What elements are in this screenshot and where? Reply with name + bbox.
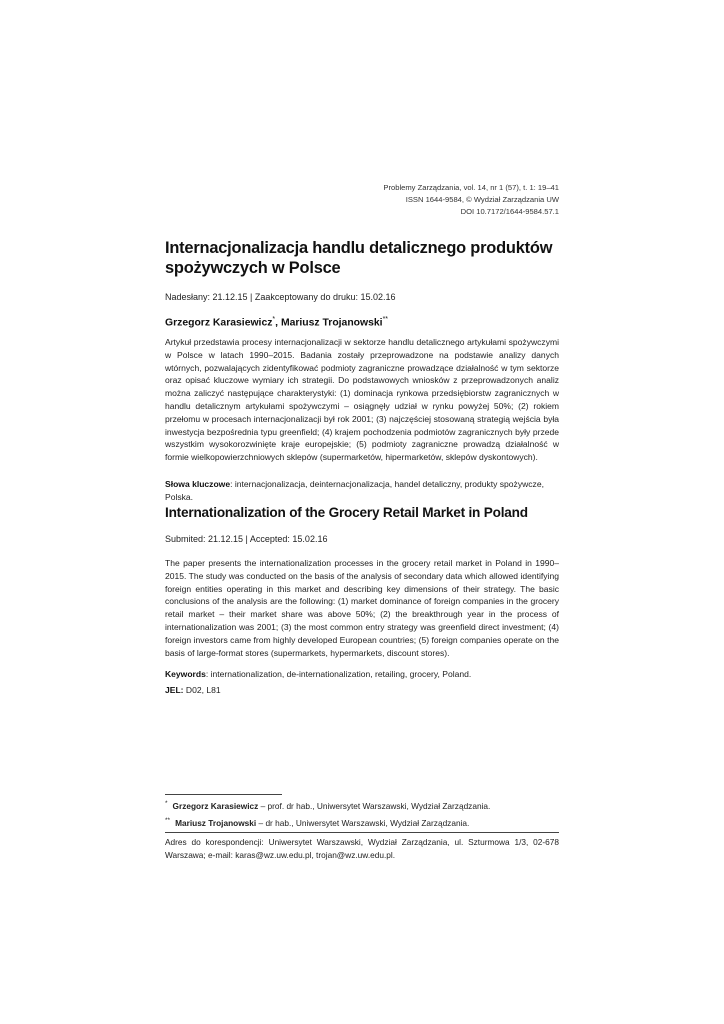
footnote-2	[165, 817, 559, 828]
authors-line	[165, 316, 559, 328]
footnote-1-name: Grzegorz Karasiewicz	[172, 800, 259, 811]
doi-line: DOI 10.7172/1644-9584.57.1	[460, 207, 559, 216]
english-keywords	[165, 668, 559, 681]
address-divider	[165, 832, 559, 833]
jel-text: D02, L81	[183, 685, 221, 695]
footnote-1-mark: *	[165, 800, 168, 807]
footnote-1	[165, 800, 559, 811]
author-separator: ,	[275, 317, 281, 329]
journal-citation: Problemy Zarządzania, vol. 14, nr 1 (57), t. 1: 19–41	[383, 183, 559, 192]
polish-abstract: Artykuł przedstawia procesy internacjonalizacji w sektorze handlu detalicznego artykułami spożywczymi w Polsce w latach 1990–2015. Badania zostały przeprowadzone na podstawie analizy danych wtórnych, pozwalających zidentyfikować podmioty zagraniczne prowadzące działalność w tym sektorze oraz opisać kluczowe wymiary ich strategii. Do podstawowych wniosków z przeprowadzonych analiz można zaliczyć następujące charakterystyki: (1) dominacja rynkowa przedsiębiorstw zagranicznych w handlu detalicznym artykułami spożywczymi – osiągnęły udział w rynku powyżej 50%; (2) rokiem przełomu w procesach internacjonalizacji był rok 2001; (3) najczęściej stosowaną strategią wejścia była inwestycja bezpośrednia typu greenfield; (4) krajem pochodzenia podmiotów zagranicznych były przede wszystkim wysokorozwinięte kraje europejskie; (5) podmioty zagraniczne prowadzą działalność w formie wielkopowierzchniowych sklepów (supermarketów, hipermarketów, sklepów dyskontowych).	[165, 337, 559, 463]
english-keywords-label: Keywords	[165, 669, 206, 679]
english-keywords-text: : internationalization, de-internationalization, retailing, grocery, Poland.	[205, 669, 472, 679]
english-submission-dates: Submited: 21.12.15 | Accepted: 15.02.16	[165, 534, 328, 544]
author-1: Grzegorz Karasiewicz	[165, 317, 273, 329]
issn-line: ISSN 1644-9584, © Wydział Zarządzania UW	[405, 195, 559, 204]
jel-codes	[165, 684, 559, 697]
author-2: Mariusz Trojanowski	[280, 317, 383, 329]
footnote-divider	[165, 794, 282, 795]
polish-keywords-text: : internacjonalizacja, deinternacjonalizacja, handel detaliczny, produkty spożywcze, Polska.	[165, 479, 544, 502]
polish-title-line-1: Internacjonalizacja handlu detalicznego produktów	[165, 239, 553, 257]
footnote-1-text: – prof. dr hab., Uniwersytet Warszawski, Wydział Zarządzania.	[258, 800, 491, 811]
polish-keywords-label: Słowa kluczowe	[165, 479, 231, 489]
footnote-2-mark: **	[165, 817, 171, 824]
footnote-2-text: – dr hab., Uniwersytet Warszawski, Wydział Zarządzania.	[256, 817, 470, 828]
polish-submission-dates: Nadesłany: 21.12.15 | Zaakceptowany do druku: 15.02.16	[165, 292, 396, 302]
correspondence-address: Adres do korespondencji: Uniwersytet Warszawski, Wydział Zarządzania, ul. Szturmowa 1/3, 02-678 Warszawa; e-mail: karas@wz.uw.edu.pl, trojan@wz.uw.edu.pl.	[165, 837, 559, 860]
footnote-2-name: Mariusz Trojanowski	[175, 817, 257, 828]
author-1-mark: *	[272, 316, 276, 323]
polish-keywords	[165, 478, 559, 504]
english-title: Internationalization of the Grocery Retail Market in Poland	[165, 505, 528, 520]
english-abstract: The paper presents the internationalization processes in the grocery retail market in Poland in 1990–2015. The study was conducted on the basis of the analysis of secondary data which allowed identifying foreign entities operating in this market and describing key dimensions of their strategy. The basic conclusions of the analysis are the following: (1) market dominance of foreign companies in the grocery retail market – their market share was above 50%; (2) the breakthrough year in the process of internationalization was 2001; (3) the most common entry strategy was greenfield direct investment; (4) foreign investors came from highly developed European countries; (5) foreign companies operate on the basis of large-format stores (supermarkets, hypermarkets, discount stores).	[165, 558, 559, 658]
journal-header	[383, 182, 559, 218]
polish-title-line-2: spożywczych w Polsce	[165, 259, 341, 277]
polish-title	[165, 238, 559, 278]
jel-label: JEL:	[165, 685, 184, 695]
author-2-mark: **	[382, 316, 389, 323]
